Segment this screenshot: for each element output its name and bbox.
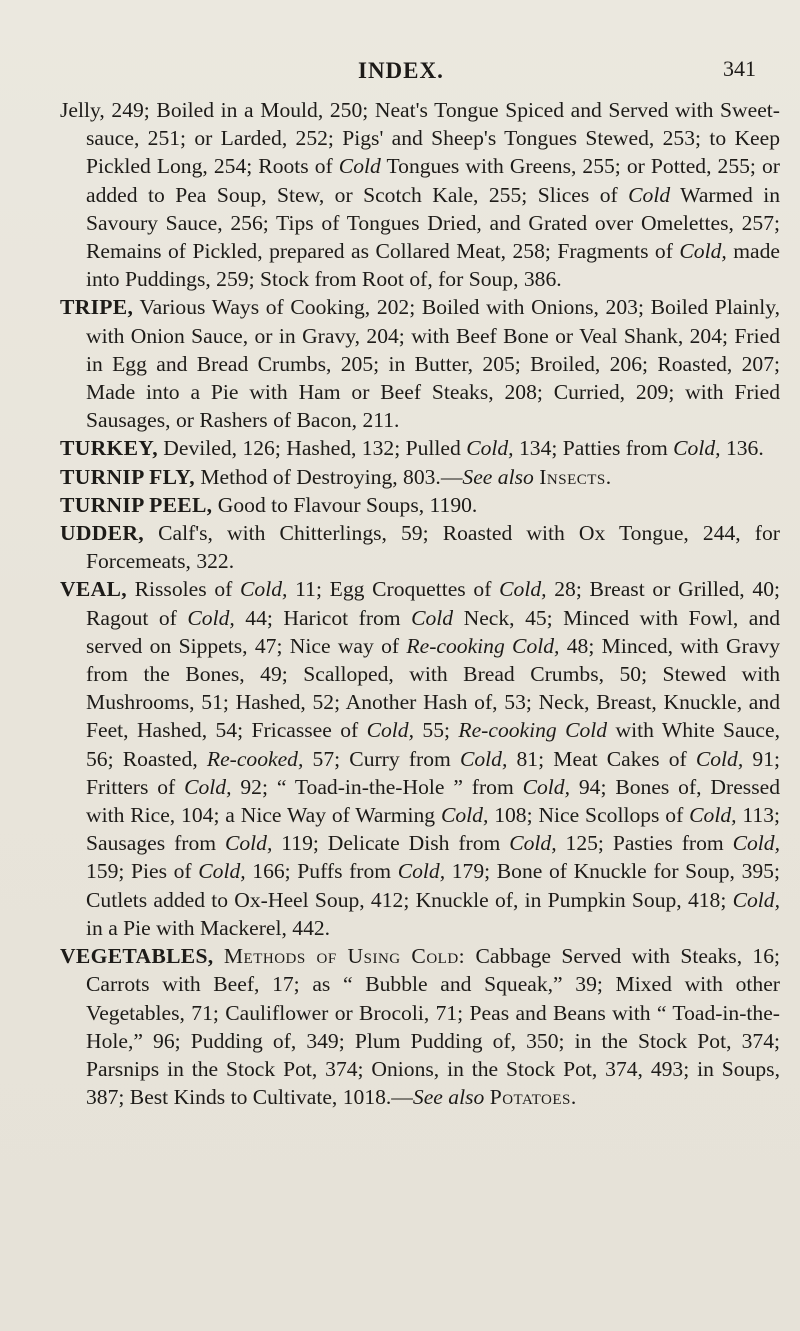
entry-text: 81; Meat Cakes of (507, 746, 696, 771)
small-caps-text: Methods of Using Cold: (223, 944, 466, 969)
small-caps-text: Insects. (539, 464, 612, 489)
italic-text: Cold, (198, 859, 246, 884)
page-title: INDEX. (358, 58, 444, 83)
page-number: 341 (723, 56, 756, 81)
entry-text: Method of Destroying, 803.— (194, 464, 463, 489)
index-entry-tripe (60, 293, 780, 434)
entry-text: 92; “ Toad-in-the-Hole ” from (231, 774, 523, 799)
index-entry-vegetables (60, 942, 780, 1111)
italic-text: Re-cooking Cold, (406, 633, 560, 658)
italic-text: Cold, (679, 239, 727, 264)
italic-text: Re-cooking Cold (458, 718, 608, 743)
entry-text: 166; Puffs from (245, 859, 398, 884)
italic-text: Cold (411, 605, 454, 630)
entry-text: Jelly, 249; Boiled in a Mould, 250; Neat's Tongue Spiced and Served with Sweet-sauce, 251; or Larded, 252; Pigs' and Sheep's Tongues Stewed, 253; to Keep Pickled Long, 254; Roots of (60, 98, 780, 179)
entry-text: 179; Bone of Knuckle for Soup, 395; Cutlets added to Ox-Heel Soup, 412; Knuckle of, in Pumpkin Soup, 418; (86, 859, 780, 912)
entry-text: 28; Breast or Grilled, 40; Ragout of (86, 577, 780, 630)
entry-keyword: TURNIP PEEL, (60, 492, 213, 517)
italic-text: Cold (338, 154, 381, 179)
entry-text: 11; Egg Croquettes of (287, 577, 500, 602)
entry-keyword: TURKEY, (60, 436, 158, 461)
entry-text: Tongues with Greens, 255; or Potted, 255; or added to Pea Soup, Stew, or Scotch Kale, 255; Slices of (86, 154, 780, 207)
italic-text: See also (462, 464, 534, 489)
italic-text: Cold, (240, 577, 288, 602)
entry-text: 136. (720, 436, 764, 461)
index-entry-jelly (60, 96, 780, 293)
italic-text: Cold, (522, 774, 571, 799)
italic-text: Cold, (673, 436, 721, 461)
italic-text: Cold, (440, 803, 489, 828)
italic-text: Cold, (499, 577, 547, 602)
entry-text: 159; Pies of (86, 859, 199, 884)
entry-text: Neck, 45; Minced with Fowl, and served on Sippets, 47; Nice way of (86, 605, 780, 658)
italic-text: Cold, (366, 718, 415, 743)
italic-text: Cold, (459, 746, 508, 771)
index-entry-udder (60, 519, 780, 575)
entry-text: in a Pie with Mackerel, 442. (86, 915, 331, 940)
entry-text: Warmed in Savoury Sauce, 256; Tips of Tongues Dried, and Grated over Omelettes, 257; Remains of Pickled, prepared as Collared Meat, 258; Fragments of (86, 182, 780, 264)
entry-text: 55; (414, 718, 459, 743)
running-head (0, 58, 800, 88)
italic-text: Cold, (397, 859, 446, 884)
italic-text: Cold, (509, 831, 557, 856)
entry-text: Rissoles of (126, 577, 241, 602)
index-entry-turnip-fly (60, 463, 780, 491)
entry-text: 57; Curry from (303, 746, 460, 771)
italic-text: Cold, (187, 605, 235, 630)
italic-text: Cold, (732, 831, 781, 856)
small-caps-text: Potatoes. (489, 1085, 577, 1110)
entry-text: Cabbage Served with Steaks, 16; Carrots with Beef, 17; as “ Bubble and Squeak,” 39; Mixed with other Vegetables, 71; Cauliflower or Brocoli, 71; Peas and Beans with “ Toad-in-the-Hole,” 96; Pudding of, 349; Plum Pudding of, 350; in the Stock Pot, 374; Parsnips in the Stock Pot, 374; Onions, in the Stock Pot, 374, 493; in Soups, 387; Best Kinds to Cultivate, 1018.— (86, 944, 781, 1110)
entry-text: made into Puddings, 259; Stock from Root of, for Soup, 386. (86, 239, 780, 292)
index-entry-turkey (60, 434, 780, 462)
italic-text: See also (412, 1085, 485, 1110)
entry-keyword: TRIPE, (60, 295, 134, 320)
entry-text: with White Sauce, 56; Roasted, (86, 718, 780, 771)
index-entries (60, 96, 780, 1111)
italic-text: Re-cooked, (206, 746, 304, 771)
entry-text: 94; Bones of, Dressed with Rice, 104; a Nice Way of Warming (86, 774, 780, 828)
entry-text: 119; Delicate Dish from (272, 831, 510, 856)
index-entry-veal (60, 575, 780, 942)
entry-keyword: UDDER, (60, 521, 144, 546)
entry-text: Good to Flavour Soups, 1190. (212, 492, 478, 517)
entry-keyword: VEAL, (60, 577, 127, 602)
entry-text: 44; Haricot from (234, 605, 412, 630)
entry-text: 134; Patties from (513, 436, 674, 461)
entry-text: Calf's, with Chitterlings, 59; Roasted with Ox Tongue, 244, for Forcemeats, 322. (86, 521, 780, 574)
entry-keyword: VEGETABLES, (60, 944, 214, 969)
entry-text: 108; Nice Scollops of (488, 803, 690, 828)
entry-text: Deviled, 126; Hashed, 132; Pulled (157, 436, 467, 461)
entry-text: Various Ways of Cooking, 202; Boiled with Onions, 203; Boiled Plainly, with Onion Sauce, or in Gravy, 204; with Beef Bone or Veal Shank, 204; Fried in Egg and Bread Crumbs, 205; in Butter, 205; Broiled, 206; Roasted, 207; Made into a Pie with Ham or Beef Steaks, 208; Curried, 209; with Fried Sausages, or Rashers of Bacon, 211. (86, 295, 780, 433)
italic-text: Cold (628, 182, 671, 207)
entry-text: 91; Fritters of (86, 746, 780, 799)
entry-text: 113; Sausages from (86, 803, 780, 856)
italic-text: Cold, (689, 803, 737, 828)
italic-text: Cold, (184, 774, 232, 799)
entry-keyword: TURNIP FLY, (60, 464, 195, 489)
index-entry-turnip-peel (60, 491, 780, 519)
entry-text (214, 944, 224, 968)
entry-text: 48; Minced, with Gravy from the Bones, 49; Scalloped, with Bread Crumbs, 50; Stewed with Mushrooms, 51; Hashed, 52; Another Hash of, 53; Neck, Breast, Knuckle, and Feet, Hashed, 54; Fricassee of (86, 633, 780, 743)
italic-text: Cold, (466, 436, 514, 461)
entry-text: 125; Pasties from (556, 831, 733, 856)
italic-text: Cold, (224, 831, 273, 856)
italic-text: Cold, (732, 887, 780, 912)
italic-text: Cold, (695, 746, 744, 771)
